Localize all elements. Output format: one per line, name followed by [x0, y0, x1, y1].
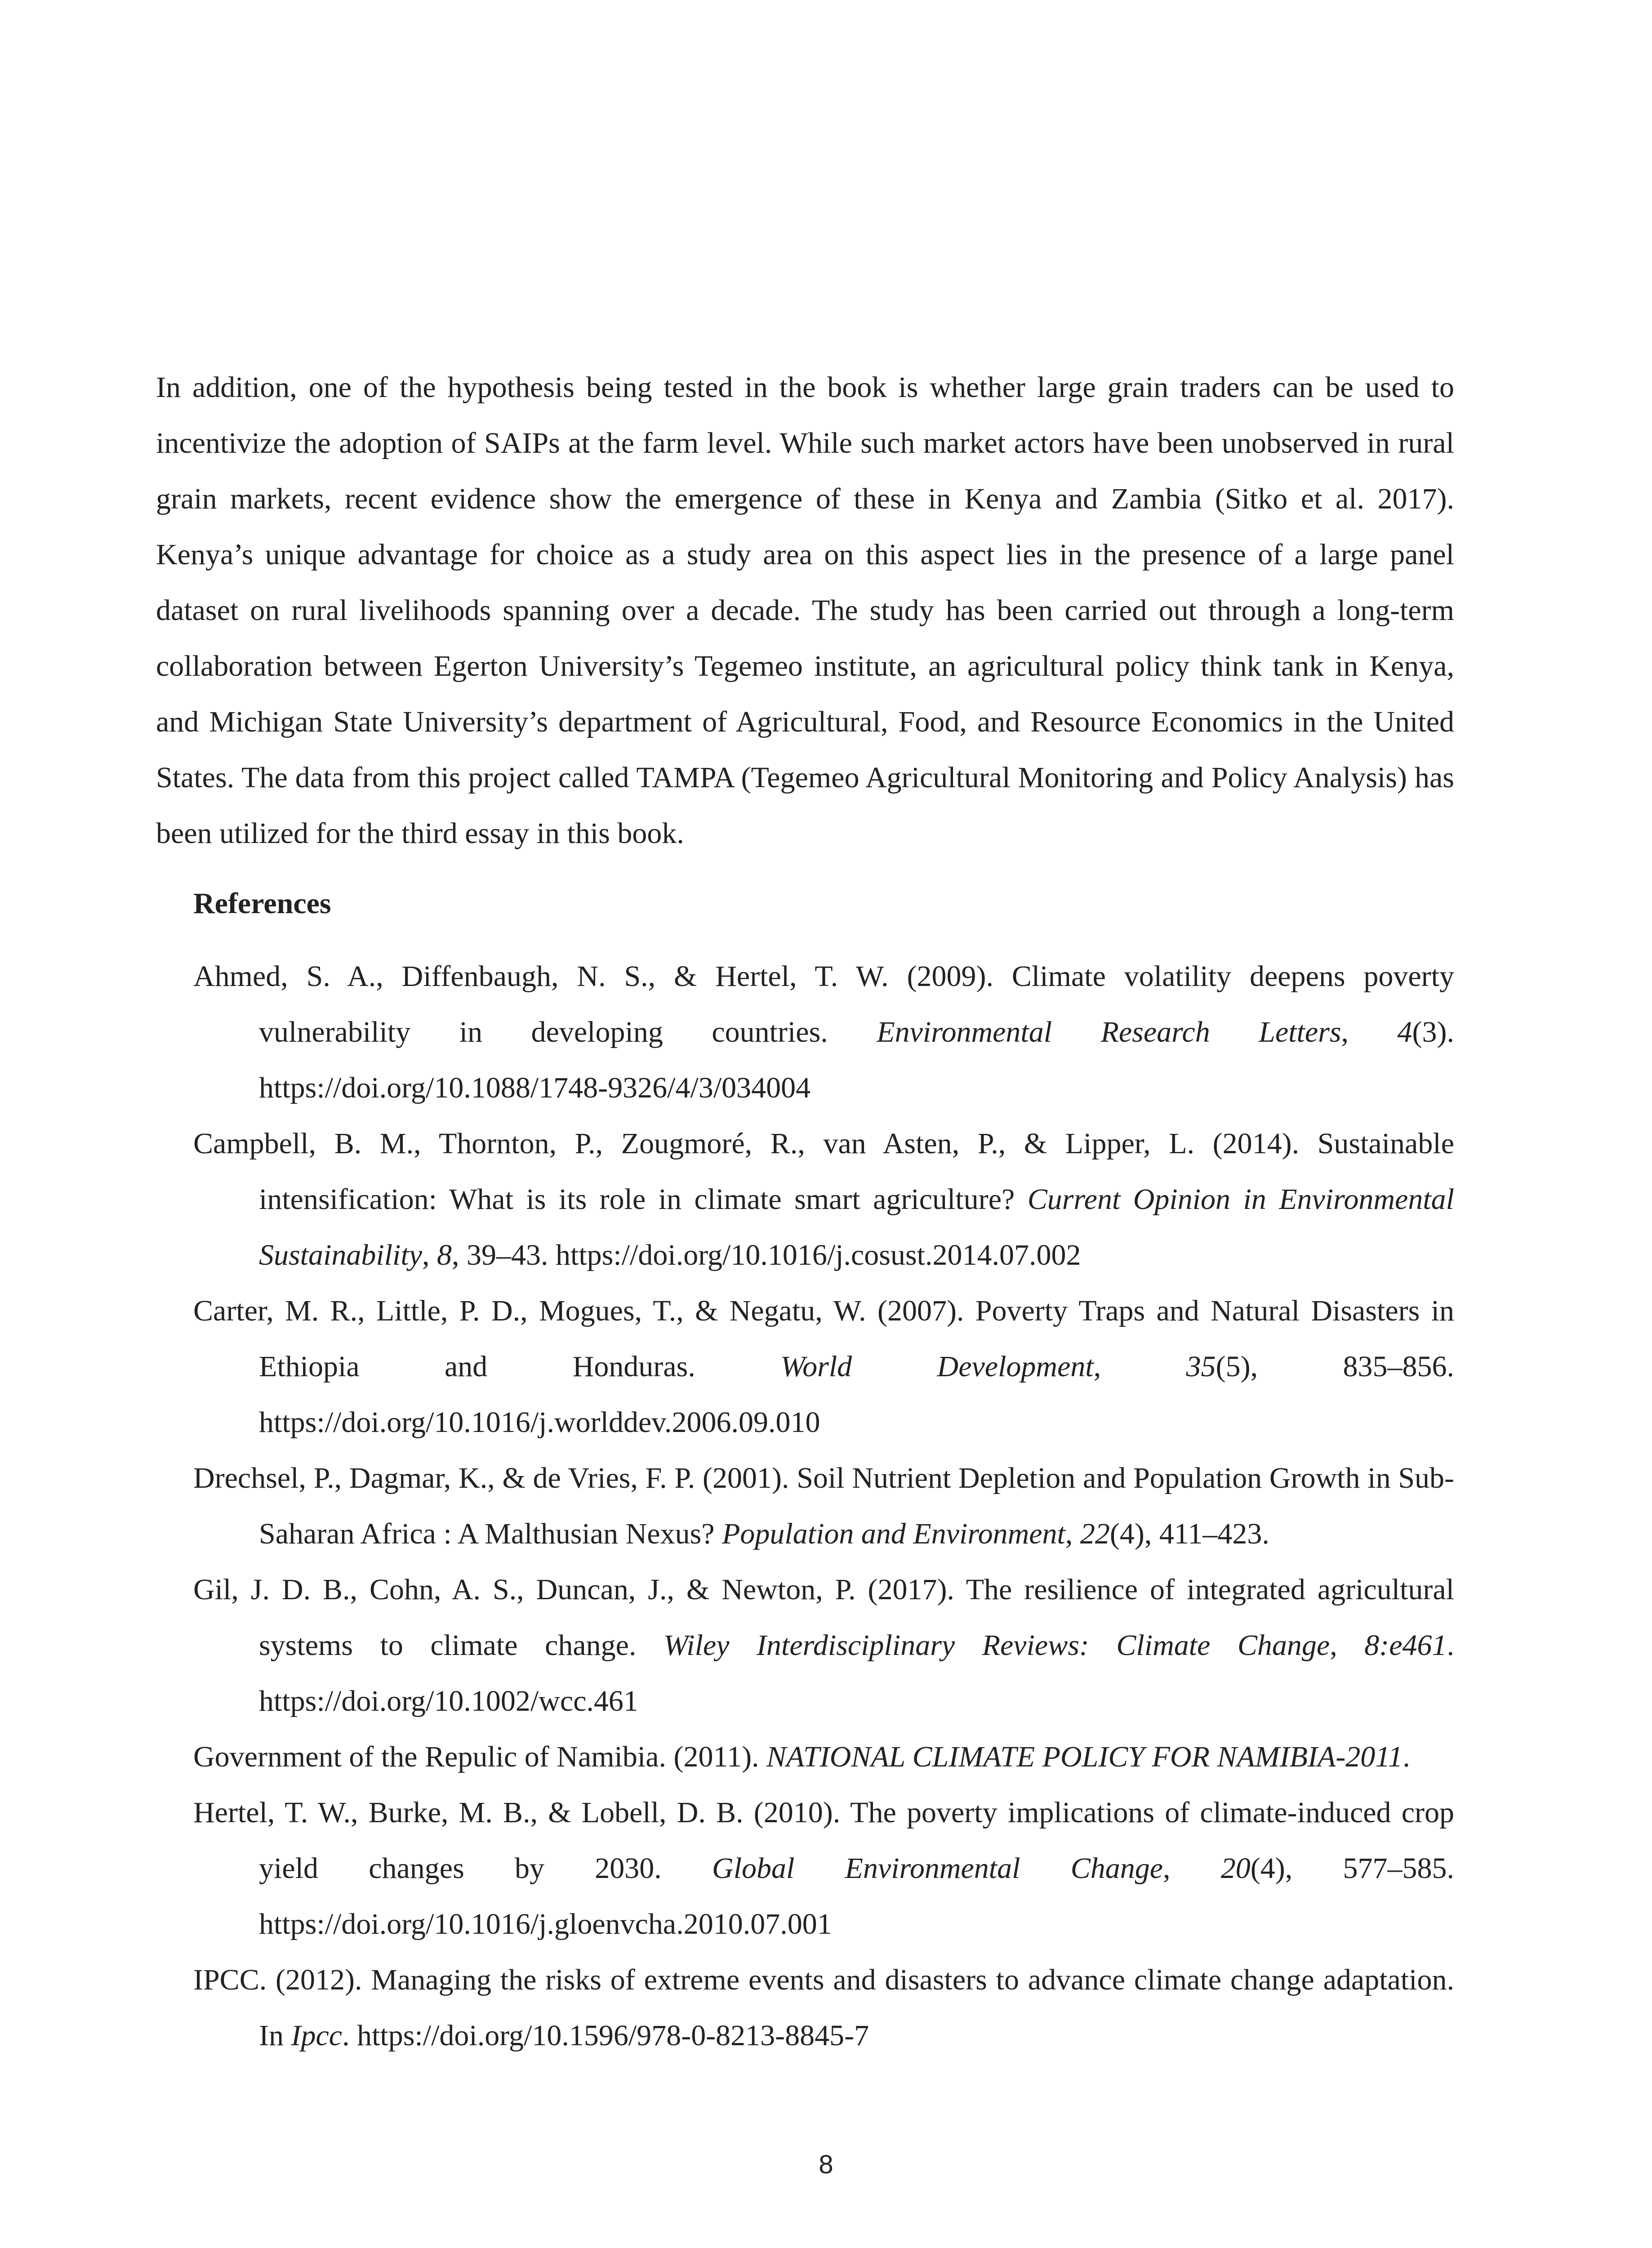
body-paragraph: In addition, one of the hypothesis being tested in the book is whether large grain traders can be used to incentivize the adoption of SAIPs at the farm level. While such market actors have been unobserved in rural grain markets, recent evidence show the emergence of these in Kenya and Zambia (Sitko et al. 2017). Kenya’s unique advantage for choice as a study area on this aspect lies in the presence of a large panel dataset on rural livelihoods spanning over a decade. The study has been carried out through a long-term collaboration between Egerton University’s Tegemeo institute, an agricultural policy think tank in Kenya, and Michigan State University’s department of Agricultural, Food, and Resource Economics in the United States. The data from this project called TAMPA (Tegemeo Agricultural Monitoring and Policy Analysis) has been utilized for the third essay in this book. [156, 371, 1454, 850]
reference-entry: Drechsel, P., Dagmar, K., & de Vries, F. P. (2001). Soil Nutrient Depletion and Population Growth in Sub-Saharan Africa : A Malthusian Nexus? Population and Environment, 22(4), 411–423. [193, 1462, 1454, 1550]
reference-entry: Government of the Repulic of Namibia. (2011). NATIONAL CLIMATE POLICY FOR NAMIBIA-2011. [193, 1740, 1410, 1773]
reference-entry: Hertel, T. W., Burke, M. B., & Lobell, D. B. (2010). The poverty implications of climate-induced crop yield changes by 2030. Global Environmental Change, 20(4), 577–585. https://doi.org/10.1016/j.gloenvcha.2010.07.001 [193, 1796, 1454, 1940]
page-number: 8 [819, 2150, 833, 2179]
reference-entry: IPCC. (2012). Managing the risks of extreme events and disasters to advance climate change adaptation. In Ipcc. https://doi.org/10.1596/978-0-8213-8845-7 [193, 1963, 1454, 2052]
references-heading: References [193, 887, 331, 920]
reference-entry: Carter, M. R., Little, P. D., Mogues, T., & Negatu, W. (2007). Poverty Traps and Natural Disasters in Ethiopia and Honduras. World Development, 35(5), 835–856. https://doi.org/10.1016/j.worlddev.2006.09.010 [193, 1294, 1454, 1439]
reference-entry: Campbell, B. M., Thornton, P., Zougmoré, R., van Asten, P., & Lipper, L. (2014). Sustainable intensification: What is its role in climate smart agriculture? Current Opinion in Environmental Sustainability, 8, 39–43. https://doi.org/10.1016/j.cosust.2014.07.002 [193, 1127, 1455, 1271]
reference-entry: Ahmed, S. A., Diffenbaugh, N. S., & Hertel, T. W. (2009). Climate volatility deepens poverty vulnerability in developing countries. Environmental Research Letters, 4(3). https://doi.org/10.1088/1748-9326/4/3/034004 [193, 960, 1454, 1104]
reference-entry: Gil, J. D. B., Cohn, A. S., Duncan, J., & Newton, P. (2017). The resilience of integrated agricultural systems to climate change. Wiley Interdisciplinary Reviews: Climate Change, 8:e461. https://doi.org/10.1002/wcc.461 [193, 1573, 1454, 1717]
references-list [193, 949, 1454, 2064]
